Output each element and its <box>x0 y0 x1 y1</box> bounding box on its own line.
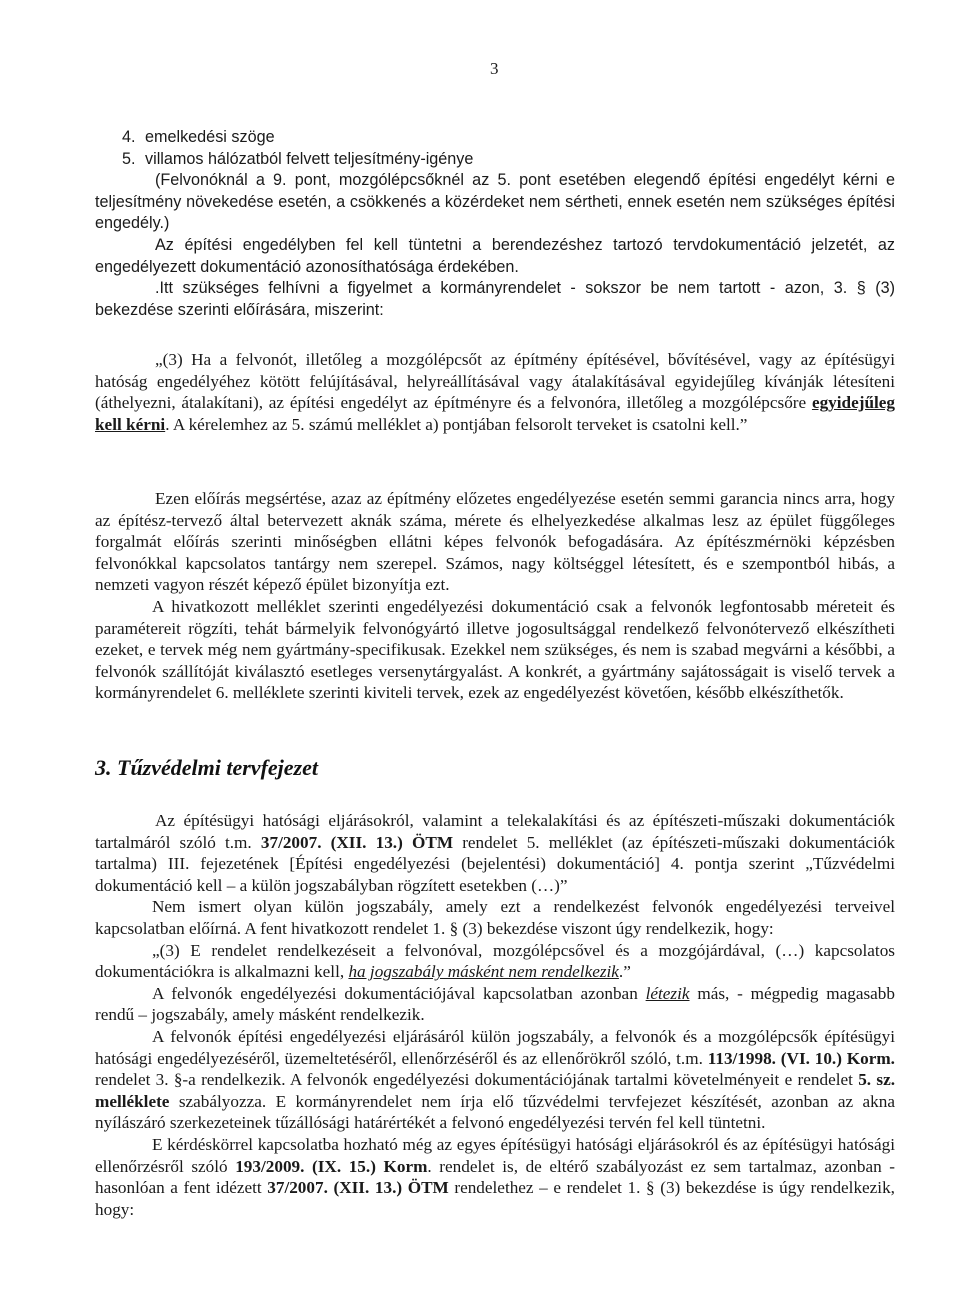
emphasis-underlined: egyidejűleg kell kérni <box>95 393 895 434</box>
numbered-list <box>95 127 895 170</box>
section-heading: 3. Tűzvédelmi tervfejezet <box>95 755 318 780</box>
paragraph: (Felvonóknál a 9. pont, mozgólépcsőknél az 5. pont esetében elegendő építési engedélyt kérni e teljesítmény növekedése esetén, a csökkenés a közérdeket nem sértheti, ennek esetén nem szükséges építési engedély.) <box>95 171 895 233</box>
page-number: 3 <box>490 59 499 78</box>
quote-block <box>95 349 895 435</box>
quotation: „(3) Ha a felvonót, illetőleg a mozgólépcsőt az építmény építésével, bővítésével, vagy az építésügyi hatóság engedélyéhez kötött felújításával, helyreállításával vagy átalakításával egyidejűleg kívánják létesíteni (áthelyezni, átalakítani), az építési engedélyt az építményre és a felvonóra, illetőleg a mozgólépcsőre egyidejűleg kell kérni. A kérelemhez az 5. számú melléklet a) pontjában felsorolt terveket is csatolni kell.” <box>95 350 895 434</box>
paragraph: A felvonók engedélyezési dokumentációjával kapcsolatban azonban létezik más, - mégpedig magasabb rendű – jogszabály, amely másként rendelkezik. <box>95 983 895 1025</box>
list-and-intro <box>95 127 895 321</box>
list-item: 4. emelkedési szöge <box>122 128 275 146</box>
paragraph: Ezen előírás megsértése, azaz az építmény előzetes engedélyezése esetén semmi garancia nincs arra, hogy az építész-tervező által betervezett aknák száma, mérete és elhelyezkedése alkalmas lesz az épület függőleges forgalmát előírás szerinti minőségben ellátni képes felvonók befogadására. Az építészmérnöki képzésben felvonókkal kapcsolatos tantárgy nem szerepel. Számos, nagy költséggel létesített, és e szempontból hibás, a nemzeti vagyon részét képező épület bizonyítja ezt. <box>95 489 895 595</box>
body-section-1 <box>95 488 895 704</box>
quotation: „(3) E rendelet rendelkezéseit a felvonóval, mozgólépcsővel és a mozgójárdával, (…) kapcsolatos dokumentációkra is alkalmazni kell, ha jogszabály másként nem rendelkezik.” <box>95 940 895 982</box>
paragraph: A felvonók építési engedélyezési eljárásáról külön jogszabály, a felvonók és a mozgólépcsők építésügyi hatósági engedélyezéséről, üzemeltetéséről, ellenőrzéséről és az ellenőrökről szóló, t.m. 113/1998. (VI. 10.) Korm. rendelet 3. §-a rendelkezik. A felvonók engedélyezési dokumentációjának tartalmi követelményeit e rendelet 5. sz. melléklete szabályozza. E kormányrendelet nem írja elő tűzvédelmi tervfejezet készítését, azonban az akna nyílászáró szerkezeteinek tűzállósági határértékét a felvonó engedélyezési tervén fel kell tüntetni. <box>95 1026 895 1133</box>
paragraph: A hivatkozott melléklet szerinti engedélyezési dokumentáció csak a felvonók legfontosabb méreteit és paramétereit rögzíti, tehát bármelyik felvonógyártó illetve jogosultsággal rendelkező felvonótervező elkészítheti ezeket, e tervek még nem gyártmány-specifikusak. Ezekkel nem szükséges, és nem is szabad megvárni a későbbi, a felvonók szállítóját kiválasztó esetleges versenytárgyalást. A konkrét, a gyártmány sajátosságait is viselő tervek a kormányrendelet 6. melléklete szerinti kiviteli tervek, ezek az engedélyezést követően, később elkészíthetők. <box>95 596 895 703</box>
body-section-2 <box>95 810 895 1220</box>
paragraph: E kérdéskörrel kapcsolatba hozható még az egyes építésügyi hatósági eljárásokról és az építésügyi hatósági ellenőrzésről szóló 193/2009. (IX. 15.) Korm. rendelet is, de eltérő szabályozást ez sem tartalmaz, azonban - hasonlóan a fent idézett 37/2007. (XII. 13.) ÖTM rendelethez – e rendelet 1. § (3) bekezdése is úgy rendelkezik, hogy: <box>95 1134 895 1219</box>
paragraph: .Itt szükséges felhívni a figyelmet a kormányrendelet - sokszor be nem tartott - azon, 3. § (3) bekezdése szerinti előírására, miszerint: <box>95 279 895 319</box>
list-item: 5. villamos hálózatból felvett teljesítmény-igénye <box>122 149 474 168</box>
paragraph: Az építési engedélyben fel kell tüntetni a berendezéshez tartozó tervdokumentáció jelzetét, az engedélyezett dokumentáció azonosíthatósága érdekében. <box>95 235 895 276</box>
paragraph: Az építésügyi hatósági eljárásokról, valamint a telekalakítási és az építészeti-műszaki dokumentációk tartalmáról szóló t.m. 37/2007. (XII. 13.) ÖTM rendelet 5. melléklet (az építészeti-műszaki dokumentációk tartalma) III. fejezetének [Építési engedélyezési (bejelentési) dokumentáció] 4. pontja szerint „Tűzvédelmi dokumentáció kell – a külön jogszabályban rögzített esetekben (…)” <box>95 811 895 895</box>
paragraph: Nem ismert olyan külön jogszabály, amely ezt a rendelkezést felvonók engedélyezési terveivel kapcsolatban előírná. A fent hivatkozott rendelet 1. § (3) bekezdése viszont úgy rendelkezik, hogy: <box>95 897 895 938</box>
